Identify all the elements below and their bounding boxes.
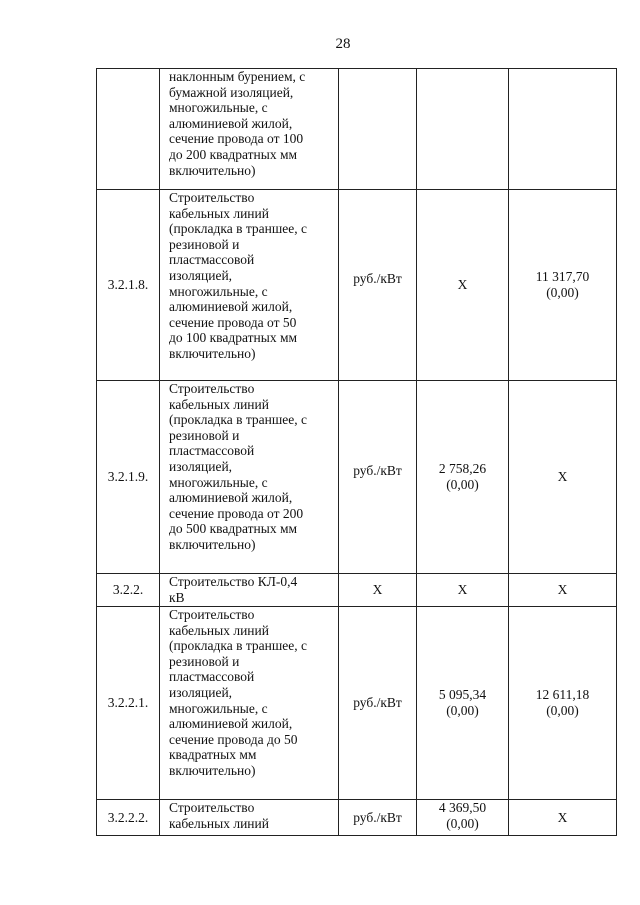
table-row [97,190,617,381]
row-unit: X [339,574,417,607]
page-number: 28 [335,36,351,52]
row-value-1 [417,69,509,190]
row-value-1: 5 095,34 (0,00) [417,607,509,800]
row-unit: руб./кВт [339,381,417,574]
row-value-2: X [509,800,617,836]
row-value-2: X [509,574,617,607]
row-unit [339,69,417,190]
row-description: Строительство кабельных линий (прокладка в траншее, с резиновой и пластмассовой изоляцией, многожильные, с алюминиевой жилой, сечение провода до 50 квадратных мм включительно) [160,607,339,800]
row-number: 3.2.2.1. [97,607,160,800]
row-unit: руб./кВт [339,190,417,381]
row-description: Строительство кабельных линий (прокладка в траншее, с резиновой и пластмассовой изоляцией, многожильные, с алюминиевой жилой, сечение провода от 200 до 500 квадратных мм включительно) [160,381,339,574]
table-row [97,800,617,836]
row-number: 3.2.1.8. [97,190,160,381]
row-description: наклонным бурением, с бумажной изоляцией, многожильные, с алюминиевой жилой, сечение провода от 100 до 200 квадратных мм включительно) [160,69,339,190]
row-description: Строительство кабельных линий (прокладка в траншее, с резиновой и пластмассовой изоляцией, многожильные, с алюминиевой жилой, сечение провода от 50 до 100 квадратных мм включительно) [160,190,339,381]
row-number: 3.2.1.9. [97,381,160,574]
table-row [97,69,617,190]
row-value-2: 11 317,70 (0,00) [509,190,617,381]
row-number [97,69,160,190]
row-unit: руб./кВт [339,607,417,800]
row-description: Строительство кабельных линий [160,800,339,836]
row-value-2: X [509,381,617,574]
table-row [97,381,617,574]
row-value-2 [509,69,617,190]
row-number: 3.2.2.2. [97,800,160,836]
row-value-1: 4 369,50 (0,00) [417,800,509,836]
row-value-2: 12 611,18 (0,00) [509,607,617,800]
row-value-1: X [417,574,509,607]
tariff-table [96,68,617,836]
row-number: 3.2.2. [97,574,160,607]
table-row [97,607,617,800]
table-row [97,574,617,607]
row-description: Строительство КЛ-0,4 кВ [160,574,339,607]
row-value-1: 2 758,26 (0,00) [417,381,509,574]
row-value-1: X [417,190,509,381]
row-unit: руб./кВт [339,800,417,836]
